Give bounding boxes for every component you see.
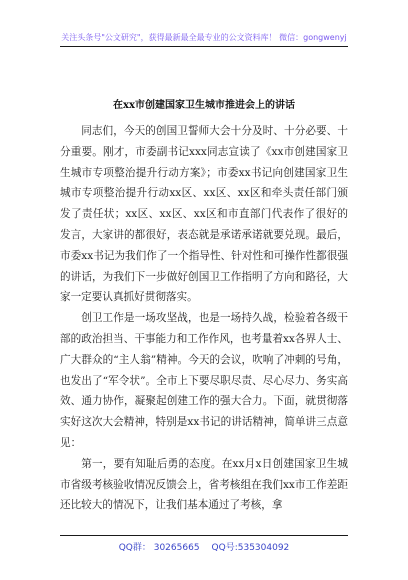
- header-note: 关注头条号"公文研究"，获得最新最全最专业的公文资料库！ 微信：gongwenyj: [61, 33, 347, 42]
- document-title: 在xx市创建国家卫生城市推进会上的讲话: [113, 100, 295, 111]
- footer-rule: [60, 535, 348, 536]
- footer: [0, 540, 408, 553]
- header-rule: [60, 46, 348, 47]
- paragraph-3: 第一，要有知耻后勇的态度。在xx月x日创建国家卫生城市省级考核验收情况反馈会上，省考核组在我们xx市工作差距还比较大的情况下，让我们基本通过了考核，拿: [60, 457, 348, 512]
- footer-qq-group: QQ群： 30265665: [118, 543, 200, 553]
- document-body: [60, 121, 348, 516]
- paragraph-1: 同志们，今天的创国卫誓师大会十分及时、十分必要、十分重要。刚才，市委副书记xxx同志宣读了《xx市创建国家卫生城市专项整治提升行动方案》；市委xx书记向创建国家卫生城市专项整治提升行动xx区、xx区、xx区和牵头责任部门颁发了责任状；xx区、xx区、xx区和市直部门代表作了很好的发言，大家讲的都很好，表态就是承诺承诺就要兑现。最后，市委xx书记为我们作了一个指导性、针对性和可操作性都很强的讲话，为我们下一步做好创国卫工作指明了方向和路径，大家一定要认真抓好贯彻落实。: [60, 125, 348, 304]
- footer-qq-number: QQ号:535304092: [211, 543, 290, 553]
- paragraph-2: 创卫工作是一场攻坚战，也是一场持久战，检验着各级干部的政治担当、干事能力和工作作风，也考量着xx各界人士、广大群众的“主人翁”精神。今天的会议，吹响了冲刺的号角，也发出了“军令状”。全市上下要尽职尽责、尽心尽力、务实高效、通力协作，凝聚起创建工作的强大合力。下面，就贯彻落实好这次大会精神，特别是xx书记的讲话精神，简单讲三点意见：: [60, 312, 348, 449]
